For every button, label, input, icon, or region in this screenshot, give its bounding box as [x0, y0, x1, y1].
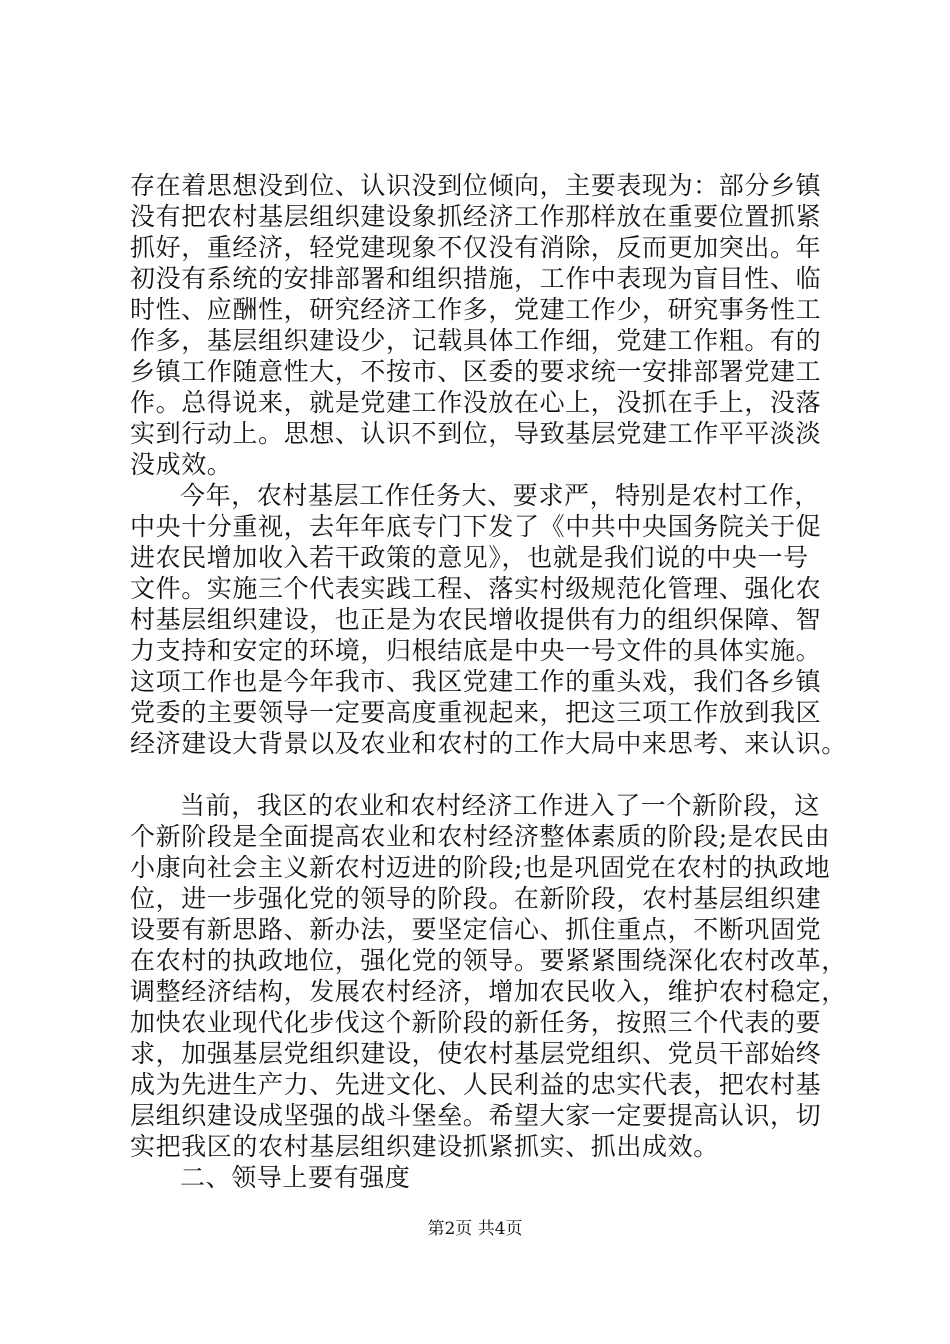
- text-line: 作。总得说来，就是党建工作没放在心上，没抓在手上，没落: [130, 388, 822, 417]
- paragraph-gap: [130, 759, 850, 790]
- text-line: 今年，农村基层工作任务大、要求严，特别是农村工作，: [180, 481, 821, 510]
- text-line: 求，加强基层党组织建设，使农村基层党组织、党员干部始终: [130, 1039, 822, 1068]
- paragraph-3: [130, 790, 850, 1162]
- section-heading: [130, 1162, 850, 1193]
- page-footer: [0, 1218, 950, 1240]
- text-line: 设要有新思路、新办法，要坚定信心、抓住重点，不断巩固党: [130, 915, 822, 944]
- text-line: 初没有系统的安排部署和组织措施，工作中表现为盲目性、临: [130, 264, 822, 293]
- text-line: 实到行动上。思想、认识不到位，导致基层党建工作平平淡淡: [130, 419, 822, 448]
- text-line: 中央十分重视，去年年底专门下发了《中共中央国务院关于促: [130, 512, 822, 541]
- text-line: 村基层组织建设，也正是为农民增收提供有力的组织保障、智: [130, 605, 822, 634]
- paragraph-1: [130, 170, 850, 480]
- text-line: 成为先进生产力、先进文化、人民利益的忠实代表，把农村基: [130, 1070, 822, 1099]
- text-line: 时性、应酬性，研究经济工作多，党建工作少，研究事务性工: [130, 295, 822, 324]
- text-line: 二、领导上要有强度: [180, 1163, 411, 1192]
- text-line: 没有把农村基层组织建设象抓经济工作那样放在重要位置抓紧: [130, 202, 822, 231]
- text-line: 个新阶段是全面提高农业和农村经济整体素质的阶段;是农民由: [130, 822, 831, 851]
- paragraph-2: [130, 480, 850, 759]
- text-line: 抓好，重经济，轻党建现象不仅没有消除，反而更加突出。年: [130, 233, 822, 262]
- text-line: 经济建设大背景以及农业和农村的工作大局中来思考、来认识。: [130, 729, 847, 758]
- text-line: 小康向社会主义新农村迈进的阶段;也是巩固党在农村的执政地: [130, 853, 831, 882]
- text-line: 进农民增加收入若干政策的意见》，也就是我们说的中央一号: [130, 543, 809, 572]
- text-line: 实把我区的农村基层组织建设抓紧抓实、抓出成效。: [130, 1132, 719, 1161]
- text-line: 层组织建设成坚强的战斗堡垒。希望大家一定要提高认识，切: [130, 1101, 822, 1130]
- text-line: 存在着思想没到位、认识没到位倾向，主要表现为：部分乡镇: [130, 171, 822, 200]
- text-line: 作多，基层组织建设少，记载具体工作细，党建工作粗。有的: [130, 326, 822, 355]
- text-line: 位，进一步强化党的领导的阶段。在新阶段，农村基层组织建: [130, 884, 822, 913]
- text-line: 没成效。: [130, 450, 233, 479]
- text-line: 当前，我区的农业和农村经济工作进入了一个新阶段，这: [180, 791, 821, 820]
- body-text: [130, 170, 850, 1193]
- text-line: 在农村的执政地位，强化党的领导。要紧紧围绕深化农村改革，: [130, 946, 847, 975]
- text-line: 加快农业现代化步伐这个新阶段的新任务，按照三个代表的要: [130, 1008, 822, 1037]
- text-line: 文件。实施三个代表实践工程、落实村级规范化管理、强化农: [130, 574, 822, 603]
- text-line: 党委的主要领导一定要高度重视起来，把这三项工作放到我区: [130, 698, 822, 727]
- text-line: 力支持和安定的环境，归根结底是中央一号文件的具体实施。: [130, 636, 822, 665]
- text-line: 调整经济结构，发展农村经济，增加农民收入，维护农村稳定，: [130, 977, 847, 1006]
- text-line: 这项工作也是今年我市、我区党建工作的重头戏，我们各乡镇: [130, 667, 822, 696]
- page-number-label: 第2页 共4页: [427, 1219, 523, 1239]
- text-line: 乡镇工作随意性大，不按市、区委的要求统一安排部署党建工: [130, 357, 822, 386]
